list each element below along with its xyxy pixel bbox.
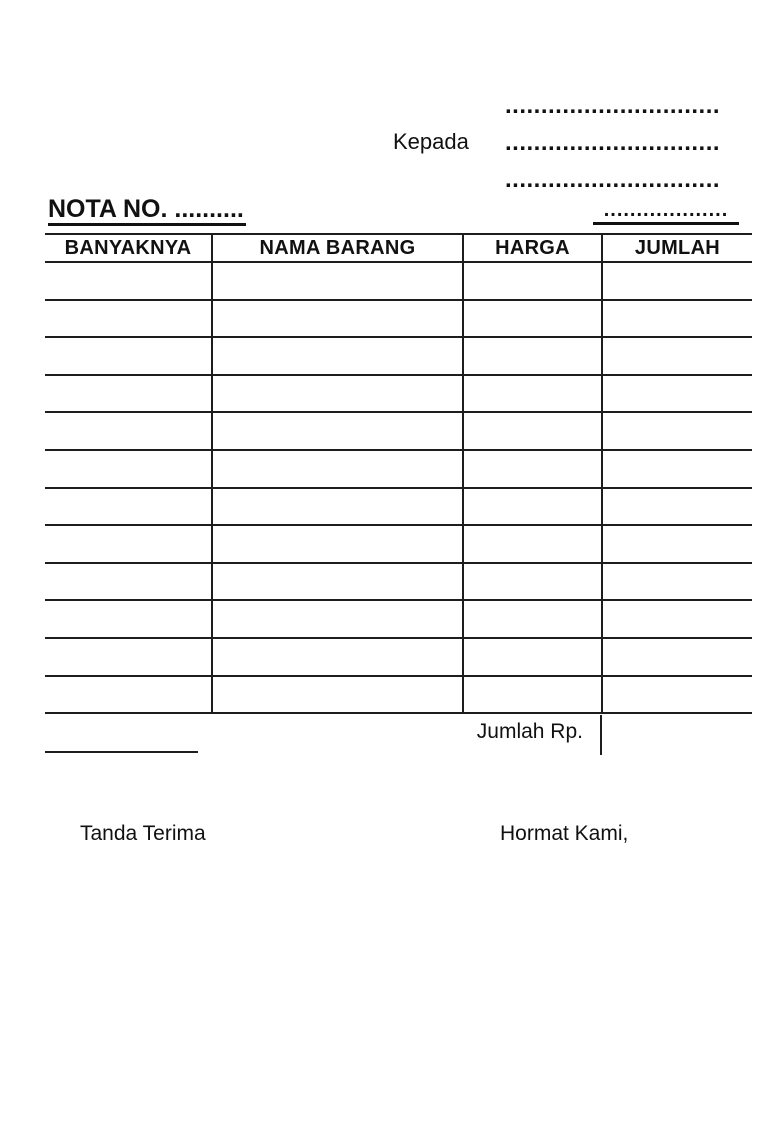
table-cell (602, 525, 752, 563)
table-row (45, 412, 752, 450)
table-cell (45, 337, 212, 375)
table-cell (45, 375, 212, 413)
table-cell (463, 525, 602, 563)
items-table (45, 233, 752, 714)
table-cell (463, 262, 602, 300)
table-cell (602, 450, 752, 488)
table-cell (212, 300, 463, 338)
table-cell (45, 450, 212, 488)
table-cell (45, 262, 212, 300)
table-cell (602, 563, 752, 601)
table-cell (212, 337, 463, 375)
table-cell (45, 638, 212, 676)
table-cell (212, 262, 463, 300)
table-row (45, 525, 752, 563)
table-cell (212, 450, 463, 488)
column-header-jumlah: JUMLAH (602, 234, 752, 262)
table-cell (45, 525, 212, 563)
table-row (45, 563, 752, 601)
table-cell (602, 412, 752, 450)
table-cell (212, 412, 463, 450)
table-cell (45, 676, 212, 714)
signature-label-tanda-terima: Tanda Terima (80, 822, 206, 845)
table-cell (463, 300, 602, 338)
table-cell (602, 375, 752, 413)
tear-off-line (45, 751, 198, 753)
table-cell (463, 412, 602, 450)
table-cell (45, 600, 212, 638)
table-cell (45, 412, 212, 450)
table-cell (463, 488, 602, 526)
table-cell (212, 676, 463, 714)
column-header-harga: HARGA (463, 234, 602, 262)
table-cell (212, 638, 463, 676)
table-cell (212, 600, 463, 638)
table-row (45, 375, 752, 413)
column-header-banyaknya: BANYAKNYA (45, 234, 212, 262)
table-cell (602, 676, 752, 714)
table-cell (463, 600, 602, 638)
items-table-body (45, 262, 752, 713)
recipient-label: Kepada (393, 129, 469, 154)
table-cell (602, 600, 752, 638)
total-label: Jumlah Rp. (476, 720, 583, 743)
column-header-nama-barang: NAMA BARANG (212, 234, 463, 262)
nota-number-title: NOTA NO. .......... (48, 196, 246, 226)
table-row (45, 450, 752, 488)
table-row (45, 488, 752, 526)
table-cell (212, 563, 463, 601)
recipient-fill-line-1: .............................. (505, 94, 721, 119)
table-cell (463, 563, 602, 601)
table-cell (602, 300, 752, 338)
items-table-header (45, 234, 752, 262)
total-cell-divider (600, 715, 602, 755)
table-cell (602, 488, 752, 526)
signature-label-hormat-kami: Hormat Kami, (500, 822, 629, 845)
table-cell (463, 337, 602, 375)
table-cell (463, 375, 602, 413)
table-cell (45, 488, 212, 526)
table-cell (463, 638, 602, 676)
header-row (45, 234, 752, 262)
table-cell (463, 676, 602, 714)
recipient-fill-line-3: .............................. (505, 168, 721, 193)
recipient-fill-line-2: .............................. (505, 131, 721, 156)
table-cell (45, 300, 212, 338)
table-cell (602, 638, 752, 676)
table-cell (602, 262, 752, 300)
table-row (45, 676, 752, 714)
table-cell (212, 525, 463, 563)
table-cell (212, 375, 463, 413)
table-row (45, 600, 752, 638)
table-cell (212, 488, 463, 526)
table-row (45, 337, 752, 375)
table-row (45, 262, 752, 300)
table-cell (45, 563, 212, 601)
nota-date-fill-line: ................... (593, 200, 739, 225)
table-row (45, 300, 752, 338)
table-cell (602, 337, 752, 375)
table-cell (463, 450, 602, 488)
table-row (45, 638, 752, 676)
